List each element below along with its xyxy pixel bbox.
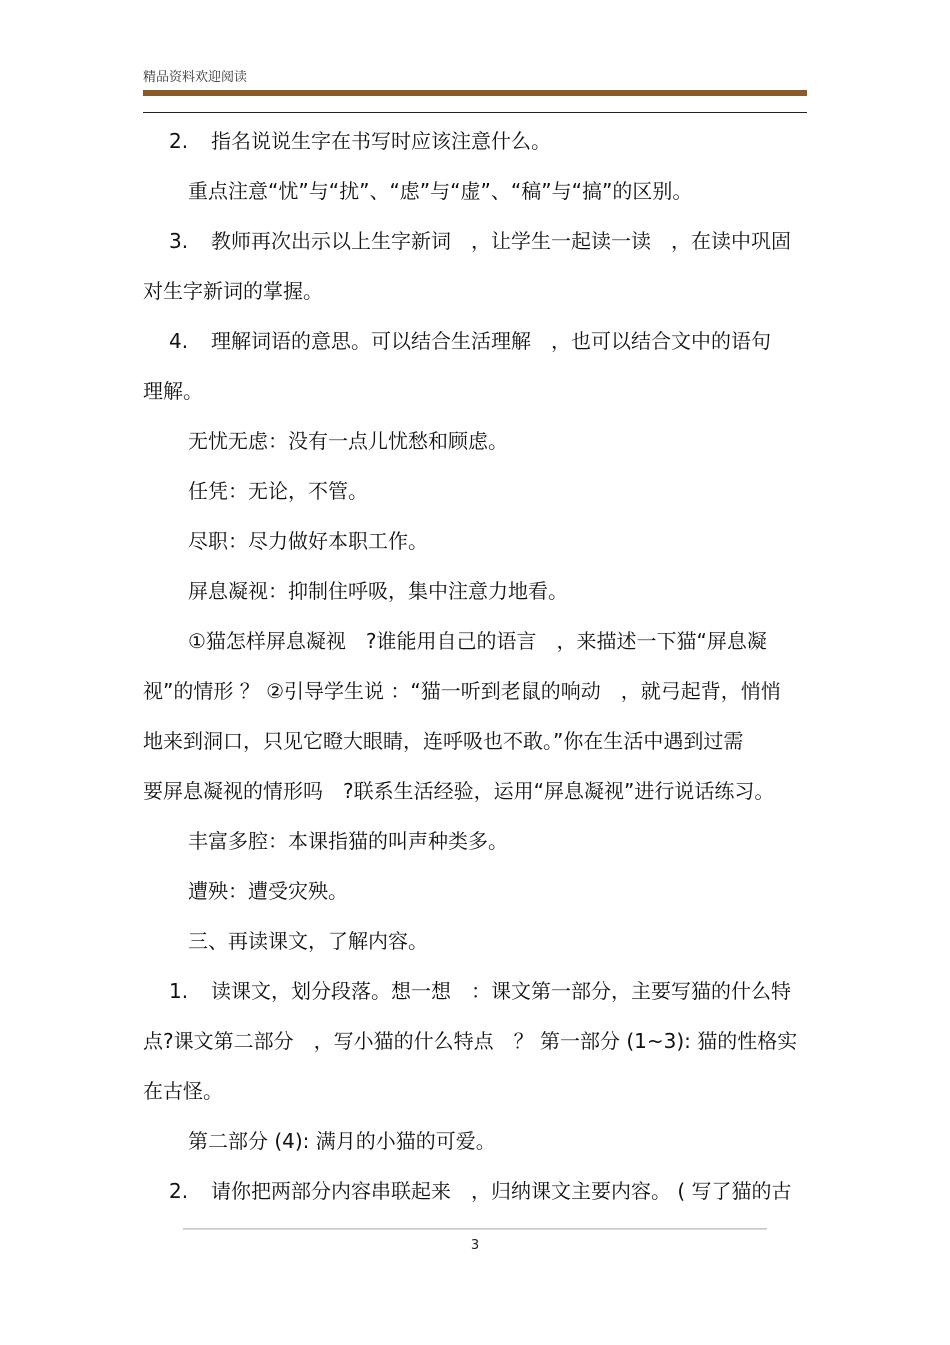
definition-3: 尽职：尽力做好本职工作。 xyxy=(188,529,428,553)
list-item-2b xyxy=(143,1166,807,1216)
item-continuation: 理解。 xyxy=(143,379,203,403)
document-body xyxy=(143,116,807,1216)
paragraph-line: 视”的情形 ？ ②引导学生说 ：“猫一听到老鼠的响动 ，就弓起背，悄悄 xyxy=(143,679,781,703)
list-item-3 xyxy=(143,216,807,266)
item-text: 请你把两部分内容串联起来 ，归纳课文主要内容。 ( 写了猫的古 xyxy=(211,1179,792,1203)
item-continuation: 对生字新词的掌握。 xyxy=(143,279,323,303)
item-text: 读课文，划分段落。想一想 ：课文第一部分，主要写猫的什么特 xyxy=(211,979,791,1003)
paragraph-note: 重点注意“忧”与“扰”、“虑”与“虚”、“稿”与“搞”的区别。 xyxy=(188,179,693,203)
list-item-4 xyxy=(143,316,807,366)
section-heading: 三、再读课文，了解内容。 xyxy=(188,929,428,953)
list-item-1b xyxy=(143,966,807,1016)
item-continuation: 在古怪。 xyxy=(143,1079,223,1103)
definition-4: 屏息凝视：抑制住呼吸，集中注意力地看。 xyxy=(188,579,568,603)
list-item-2 xyxy=(143,116,807,166)
item-text: 指名说说生字在书写时应该注意什么。 xyxy=(211,129,551,153)
header-rule-thick xyxy=(143,90,807,96)
item-number: 4. xyxy=(169,329,189,353)
paragraph-part2: 第二部分 (4): 满月的小猫的可爱。 xyxy=(188,1129,496,1153)
page-header-text: 精品资料欢迎阅读 xyxy=(143,70,248,85)
footer-rule xyxy=(183,1228,767,1230)
definition-6: 遭殃：遭受灾殃。 xyxy=(188,879,348,903)
paragraph-line: 地来到洞口，只见它瞪大眼睛，连呼吸也不敢。”你在生活中遇到过需 xyxy=(143,729,744,753)
paragraph-line: 要屏息凝视的情形吗 ?联系生活经验，运用“屏息凝视”进行说话练习。 xyxy=(143,779,775,803)
item-text: 教师再次出示以上生字新词 ，让学生一起读一读 ，在读中巩固 xyxy=(211,229,791,253)
page-number: 3 xyxy=(470,1238,480,1253)
definition-1: 无忧无虑：没有一点儿忧愁和顾虑。 xyxy=(188,429,508,453)
definition-2: 任凭：无论，不管。 xyxy=(188,479,368,503)
header-rule-thin xyxy=(143,112,807,113)
item-number: 2. xyxy=(169,1179,189,1203)
item-number: 2. xyxy=(169,129,189,153)
item-continuation: 点?课文第二部分 ，写小猫的什么特点 ？ 第一部分 (1~3): 猫的性格实 xyxy=(143,1029,798,1053)
item-number: 1. xyxy=(169,979,189,1003)
item-text: 理解词语的意思。可以结合生活理解 ，也可以结合文中的语句 xyxy=(211,329,771,353)
definition-5: 丰富多腔：本课指猫的叫声种类多。 xyxy=(188,829,508,853)
item-number: 3. xyxy=(169,229,189,253)
paragraph-line: ①猫怎样屏息凝视 ?谁能用自己的语言 ，来描述一下猫“屏息凝 xyxy=(188,629,767,653)
